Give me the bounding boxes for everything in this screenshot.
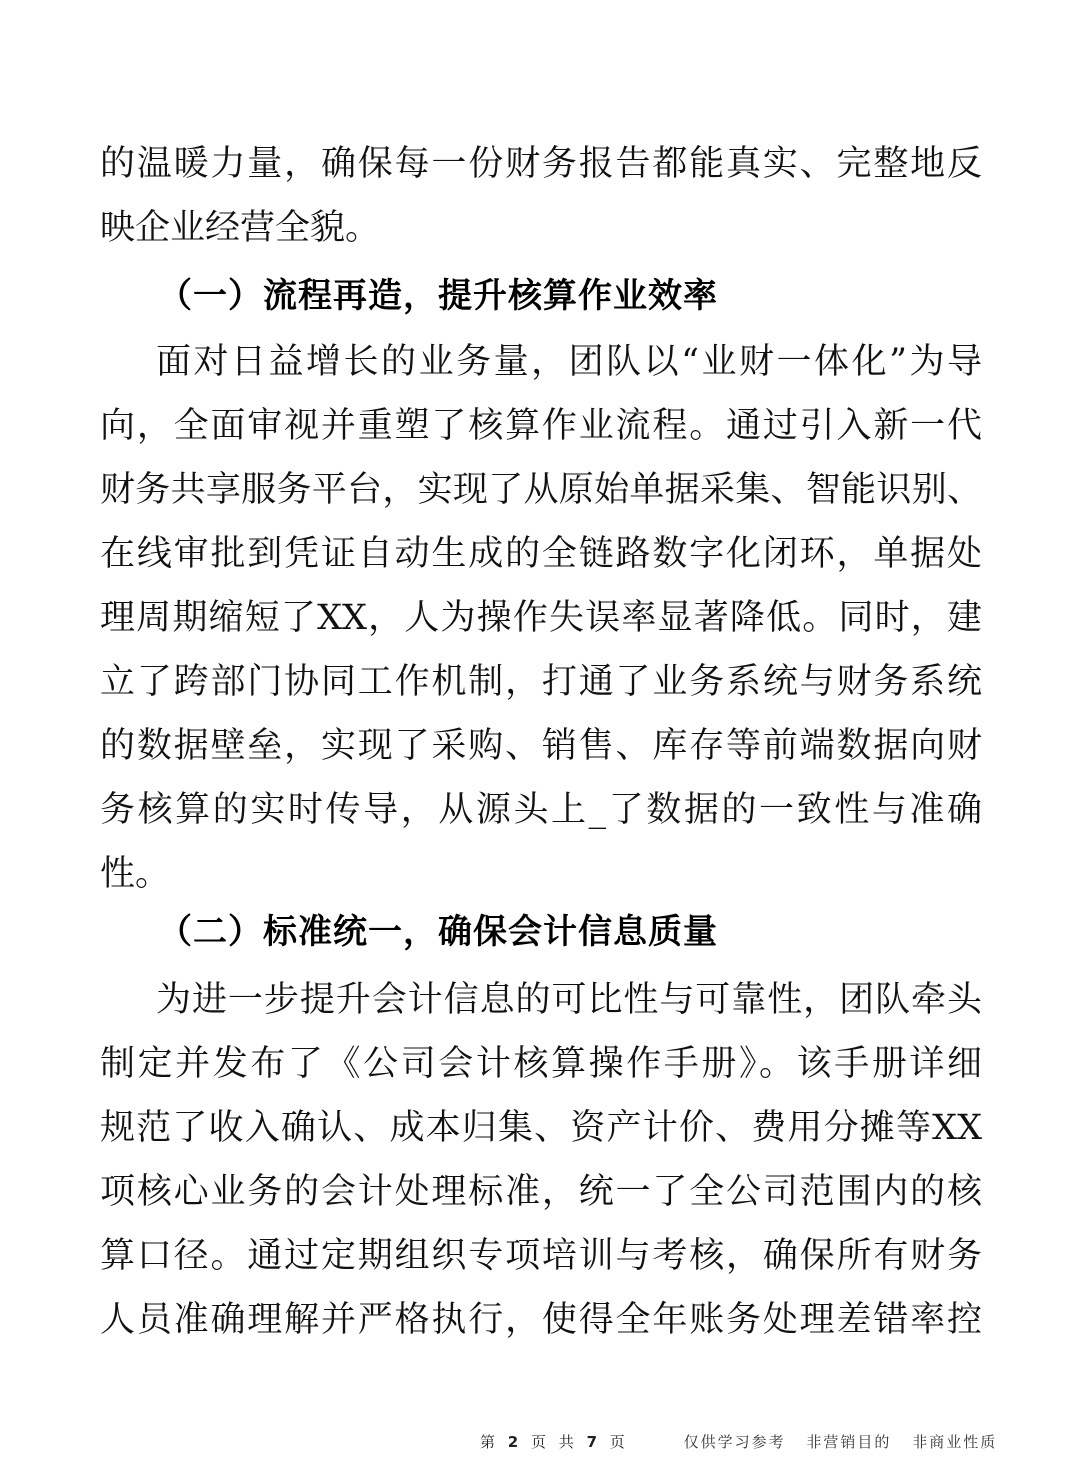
paragraph-line: 为进一步提升会计信息的可比性与可靠性，团队牵头 [156,980,982,1020]
paragraph-line: 制定并发布了《公司会计核算操作手册》。该手册详细 [100,1044,982,1084]
page-current: 2 [507,1433,523,1451]
paragraph-line: 财务共享服务平台，实现了从原始单据采集、智能识别、 [100,470,982,510]
paragraph-line: 的数据壁垒，实现了采购、销售、库存等前端数据向财 [100,726,982,766]
footer-note-study: 仅供学习参考 [683,1433,786,1451]
section-heading-1: （一）流程再造，提升核算作业效率 [158,276,718,316]
paragraph-line: 人员准确理解并严格执行，使得全年账务处理差错率控 [100,1300,982,1340]
paragraph-line: 在线审批到凭证自动生成的全链路数字化闭环，单据处 [100,534,982,574]
page-prefix: 第 [480,1433,500,1451]
paragraph-line: 立了跨部门协同工作机制，打通了业务系统与财务系统 [100,662,982,702]
paragraph-line: 务核算的实时传导，从源头上_了数据的一致性与准确 [100,790,982,830]
footer-note-noncommercial: 非商业性质 [912,1433,998,1451]
page-suffix: 页 [609,1433,629,1451]
paragraph-line: 向，全面审视并重塑了核算作业流程。通过引入新一代 [100,406,982,446]
footer-note-nonmarketing: 非营销目的 [806,1433,892,1451]
paragraph-line: 算口径。通过定期组织专项培训与考核，确保所有财务 [100,1236,982,1276]
paragraph-line: 的温暖力量，确保每一份财务报告都能真实、完整地反 [100,144,982,184]
page-number [480,1430,629,1454]
section-heading-2: （二）标准统一，确保会计信息质量 [158,912,718,952]
paragraph-line: 规范了收入确认、成本归集、资产计价、费用分摊等XX [100,1108,982,1148]
paragraph-line: 映企业经营全貌。 [100,208,381,248]
paragraph-line: 面对日益增长的业务量，团队以“业财一体化”为导 [156,342,982,382]
paragraph-line: 项核心业务的会计处理标准，统一了全公司范围内的核 [100,1172,982,1212]
paragraph-line: 理周期缩短了XX，人为操作失误率显著降低。同时，建 [100,598,982,638]
page-mid: 页 共 [531,1433,578,1451]
page-footer [480,1430,997,1454]
paragraph-line: 性。 [100,854,171,894]
page-total: 7 [586,1433,602,1451]
